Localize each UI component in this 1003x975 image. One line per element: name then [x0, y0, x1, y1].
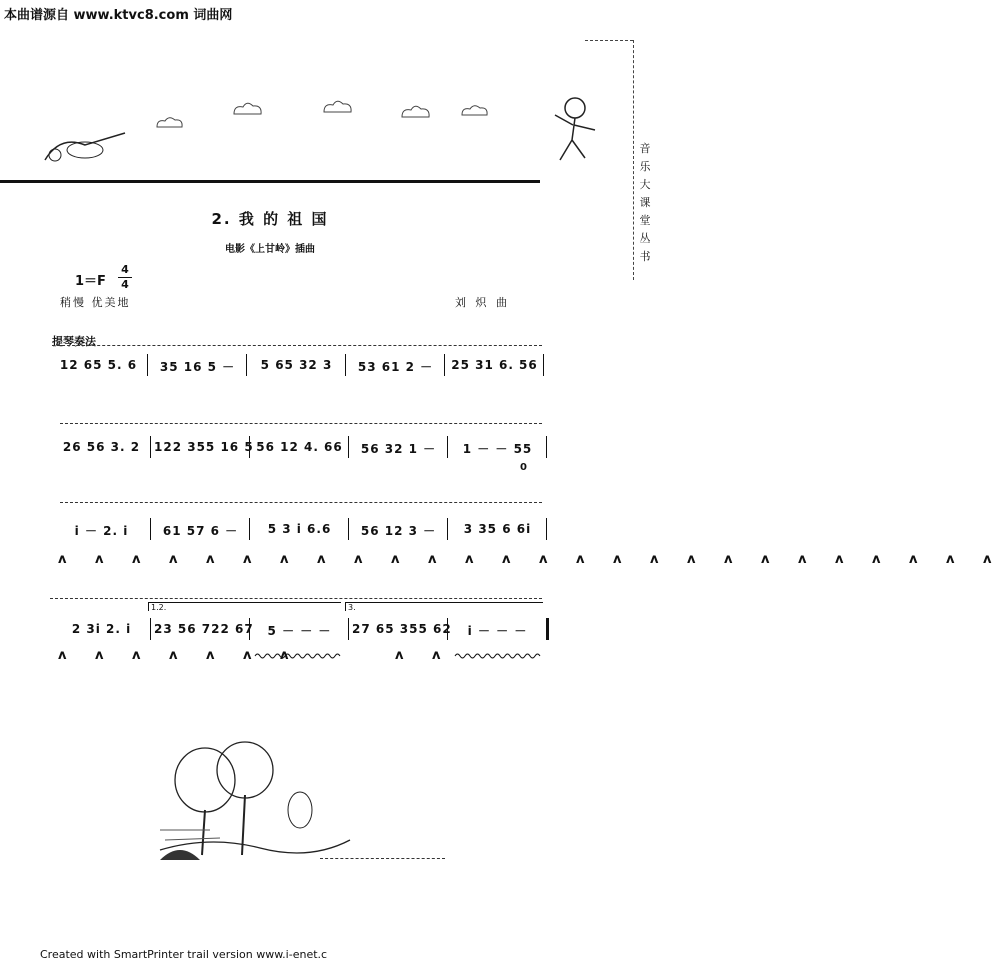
time-top: 4 [121, 263, 129, 276]
key-signature: 1＝F [75, 274, 106, 289]
barline [447, 618, 448, 640]
series-char: 乐 [639, 160, 651, 173]
barline [447, 436, 448, 458]
barline [246, 354, 247, 376]
barline [546, 436, 547, 458]
series-char: 音 [639, 142, 651, 155]
measure: 27 65 355 62 [352, 622, 452, 636]
score-line-1 [52, 358, 547, 382]
score-line-4 [55, 622, 550, 646]
measure: 1 － － 55 [462, 442, 533, 456]
staff-separator [52, 345, 542, 346]
measure: 3 35 6 6i [463, 522, 532, 536]
score-line-2 [55, 440, 550, 464]
series-label [638, 140, 652, 266]
footer-watermark: Created with SmartPrinter trail version www.i-enet.c [40, 948, 328, 961]
measure: i － 2. i [74, 524, 129, 538]
accent-marks: ʌ ʌ ʌ ʌ ʌ ʌ ʌ [58, 648, 301, 663]
cloud-illustration [460, 103, 490, 121]
tempo-marking: 稍慢 优美地 [60, 296, 131, 309]
volta-first: 1.2. [148, 602, 341, 611]
margin-dash [585, 40, 633, 41]
accent-marks: ʌ ʌ [395, 648, 453, 663]
measure: 12 65 5. 6 [59, 358, 138, 372]
measure: 5 3 i 6.6 [267, 522, 332, 536]
measure: 2 3i 2. i [71, 622, 132, 636]
barline [348, 618, 349, 640]
barline [348, 436, 349, 458]
margin-dash [633, 40, 634, 280]
series-char: 丛 [639, 232, 651, 245]
measure: 23 56 722 67 [154, 622, 254, 636]
barline [348, 518, 349, 540]
time-bottom: 4 [121, 278, 129, 291]
series-char: 书 [639, 250, 651, 263]
measure: 5 － － － [267, 624, 332, 638]
song-subtitle: 电影《上甘岭》插曲 [225, 244, 315, 255]
staff-separator [50, 598, 542, 599]
barline [249, 518, 250, 540]
barline [150, 436, 151, 458]
cloud-illustration [155, 115, 185, 133]
staff-separator [60, 502, 542, 503]
flying-figure-illustration [40, 125, 130, 170]
measure: i － － － [467, 624, 528, 638]
barline [543, 354, 544, 376]
measure: 26 56 3. 2 [62, 440, 141, 454]
measure: 61 57 6 － [162, 524, 239, 538]
barline [249, 618, 250, 640]
barline [345, 354, 346, 376]
barline [147, 354, 148, 376]
score-line-3 [55, 522, 550, 546]
time-signature [118, 264, 132, 291]
barline [444, 354, 445, 376]
jumping-figure-illustration [540, 90, 610, 165]
top-rule [0, 180, 540, 183]
barline [150, 618, 151, 640]
barline [546, 618, 549, 640]
composer: 刘 炽 曲 [455, 296, 510, 309]
measure: 56 12 4. 66 [256, 440, 343, 454]
series-char: 堂 [639, 214, 651, 227]
series-char: 课 [639, 196, 651, 209]
trill-wave [255, 652, 340, 660]
barline [447, 518, 448, 540]
cloud-illustration [400, 103, 432, 123]
measure: 25 31 6. 56 [451, 358, 538, 372]
trill-wave [455, 652, 540, 660]
measure: 122 355 16 5 [154, 440, 254, 454]
measure: 53 61 2 － [357, 360, 434, 374]
accent-marks: ʌ ʌ ʌ ʌ ʌ ʌ ʌ ʌ ʌ ʌ ʌ ʌ ʌ ʌ ʌ ʌ ʌ ʌ ʌ ʌ ʌ ʌ ʌ ʌ ʌ ʌ [58, 552, 1003, 567]
measure: 35 16 5 － [159, 360, 236, 374]
measure: 5 65 32 3 [260, 358, 333, 372]
song-title: 2. 我 的 祖 国 [211, 210, 329, 228]
landscape-illustration [150, 740, 350, 865]
volta-second: 3. [345, 602, 543, 611]
bottom-dash [320, 858, 445, 859]
barline [546, 518, 547, 540]
barline [249, 436, 250, 458]
cloud-illustration [232, 100, 264, 120]
barline [150, 518, 151, 540]
source-header: 本曲谱源自 www.ktvc8.com 词曲网 [4, 8, 233, 23]
technique-label: 提琴奏法 [52, 335, 96, 348]
series-char: 大 [639, 178, 651, 191]
cloud-illustration [322, 98, 354, 118]
measure: 56 32 1 － [360, 442, 437, 456]
measure: 56 12 3 － [360, 524, 437, 538]
score-line2-sub: 0 [520, 462, 527, 473]
staff-separator [60, 423, 542, 424]
